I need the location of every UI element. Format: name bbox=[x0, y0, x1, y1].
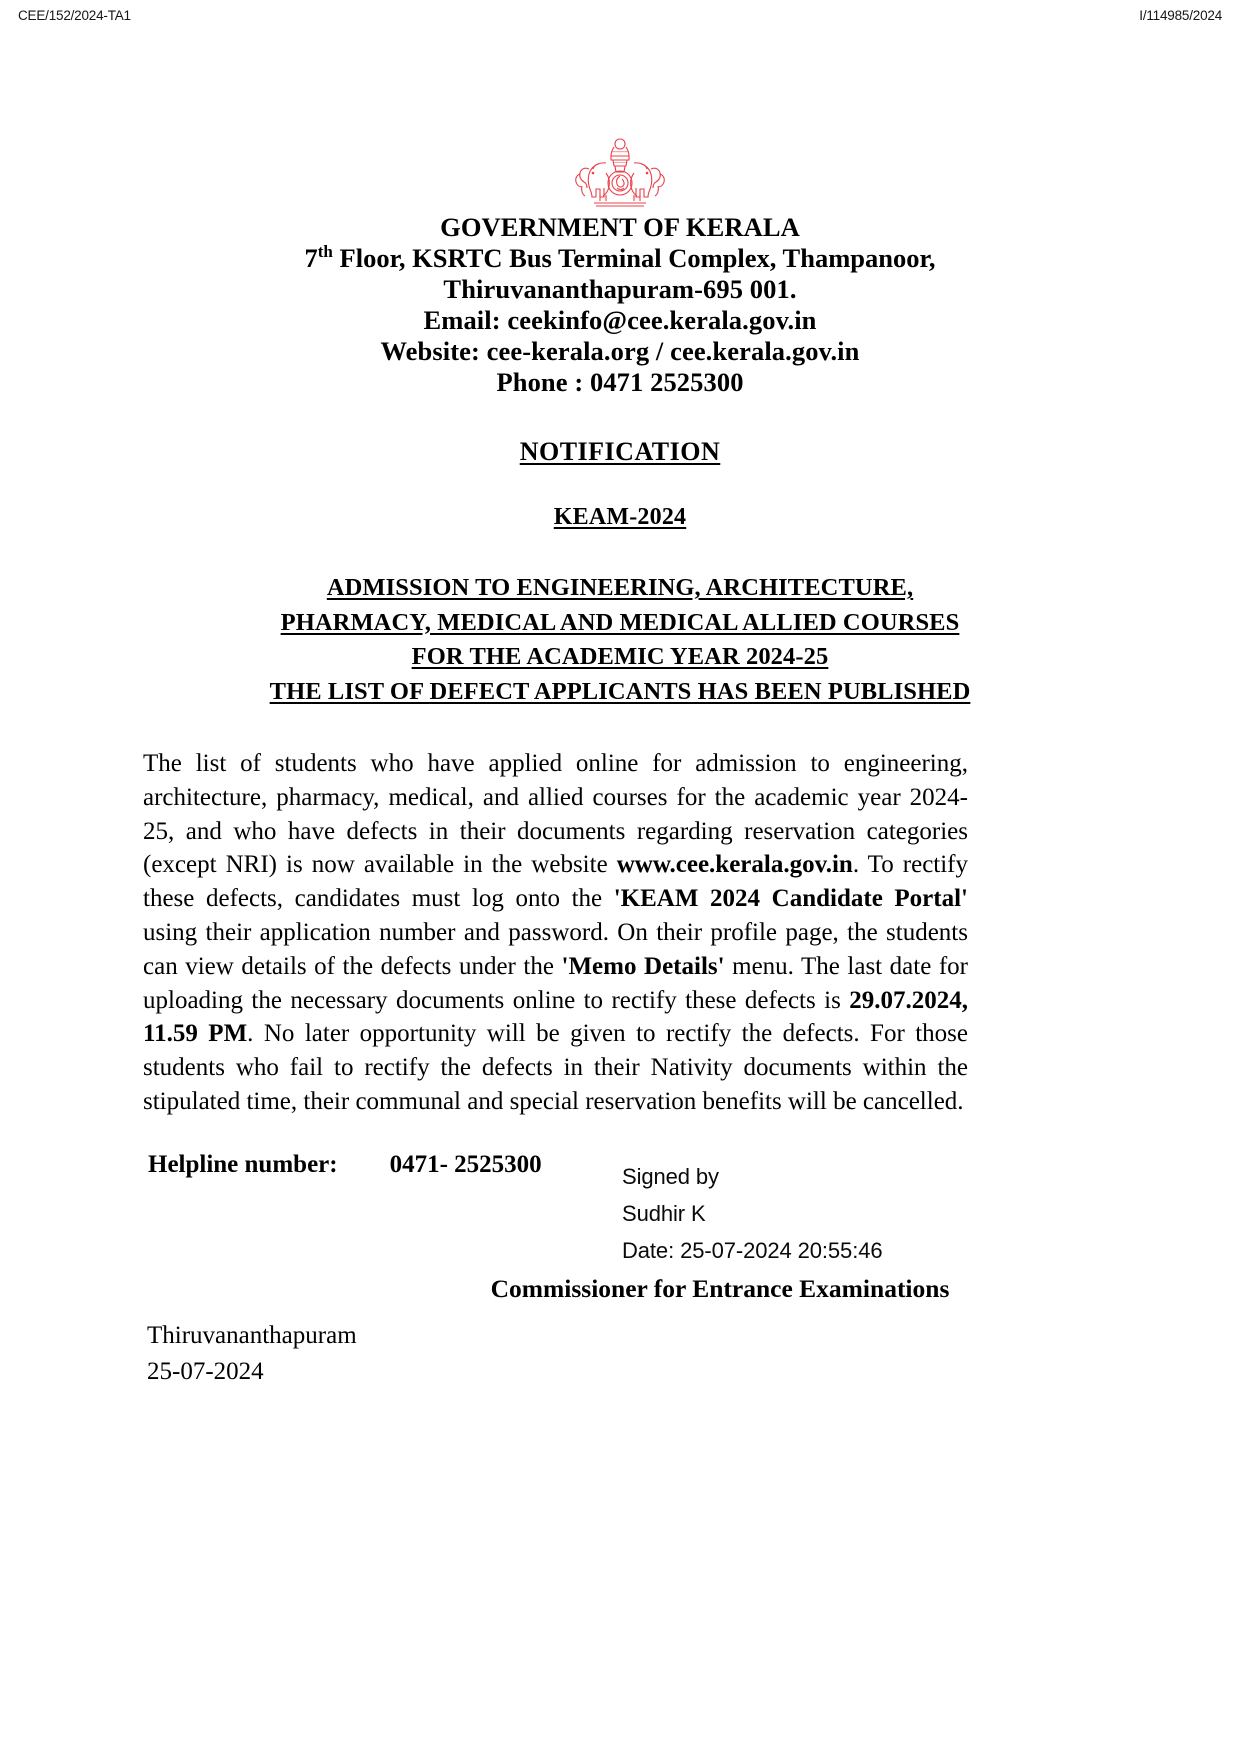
floor-number: 7 bbox=[304, 243, 318, 273]
org-address-line-2: Thiruvananthapuram-695 001. bbox=[443, 274, 797, 304]
notification-heading bbox=[0, 437, 1240, 467]
document-reference: I/114985/2024 bbox=[1139, 8, 1222, 23]
exam-heading bbox=[0, 504, 1240, 531]
body-segment-3: . To rectify these defects, candidates must log onto the bbox=[143, 851, 969, 913]
subject-line-1: ADMISSION TO ENGINEERING, ARCHITECTURE, bbox=[326, 574, 914, 601]
body-segment-1: The list of students who have applied online for admission to engineering, architecture, pharmacy, medical, and allied courses for the academic year 2024-25, and who have defects in their documents regarding reservation categories (except NRI) is now available in the website bbox=[143, 750, 968, 879]
organisation-header bbox=[0, 212, 1240, 398]
floor-ordinal: th bbox=[317, 242, 333, 262]
org-email: Email: ceekinfo@cee.kerala.gov.in bbox=[423, 305, 817, 335]
helpline-label: Helpline number: bbox=[148, 1151, 338, 1178]
subject-line-2: PHARMACY, MEDICAL AND MEDICAL ALLIED COURSES bbox=[280, 608, 960, 636]
org-address-line-1 bbox=[0, 243, 1240, 274]
portal-emphasis: 'KEAM 2024 Candidate Portal' bbox=[613, 885, 968, 913]
page-header bbox=[0, 8, 1240, 34]
digital-signature-block bbox=[622, 1158, 882, 1269]
org-website: Website: cee-kerala.org / cee.kerala.gov.in bbox=[380, 336, 860, 366]
deadline-emphasis: 29.07.2024, 11.59 PM bbox=[143, 986, 968, 1048]
exam-heading-text: KEAM-2024 bbox=[553, 504, 687, 530]
signature-date: Date: 25-07-2024 20:55:46 bbox=[622, 1238, 883, 1263]
subject-line-3: FOR THE ACADEMIC YEAR 2024-25 bbox=[411, 643, 829, 670]
notification-body-paragraph bbox=[143, 747, 968, 1119]
org-title: GOVERNMENT OF KERALA bbox=[440, 212, 800, 242]
kerala-government-emblem-icon bbox=[560, 133, 680, 211]
website-emphasis: www.cee.kerala.gov.in bbox=[616, 851, 853, 879]
helpline-number: 0471- 2525300 bbox=[389, 1151, 542, 1178]
notification-heading-text: NOTIFICATION bbox=[519, 437, 721, 466]
subject-heading bbox=[0, 571, 1240, 709]
address-rest: Floor, KSRTC Bus Terminal Complex, Thampanoor, bbox=[332, 243, 936, 273]
subject-line-4: THE LIST OF DEFECT APPLICANTS HAS BEEN PUBLISHED bbox=[269, 677, 971, 705]
headings-block bbox=[0, 437, 1240, 709]
place-date-block bbox=[147, 1318, 357, 1390]
file-reference: CEE/152/2024-TA1 bbox=[18, 8, 131, 23]
body-segment-9: . No later opportunity will be given to rectify the defects. For those students who fail to rectify the defects in their Nativity documents within the stipulated time, their communal and special reservation benefits will be cancelled. bbox=[143, 1020, 968, 1115]
signatory-designation: Commissioner for Entrance Examinations bbox=[490, 1274, 950, 1303]
emblem-container bbox=[0, 133, 1240, 216]
org-phone: Phone : 0471 2525300 bbox=[496, 367, 744, 397]
signatory-name: Sudhir K bbox=[622, 1201, 706, 1226]
memo-details-emphasis: 'Memo Details' bbox=[561, 952, 725, 980]
body-segment-7: menu. The last date for uploading the necessary documents online to rectify these defects is bbox=[143, 952, 969, 1014]
body-segment-5: using their application number and password. On their profile page, the students can view details of the defects under the bbox=[143, 918, 968, 980]
issue-date: 25-07-2024 bbox=[147, 1358, 264, 1385]
issue-place: Thiruvananthapuram bbox=[147, 1322, 357, 1349]
signed-by-label: Signed by bbox=[622, 1164, 719, 1189]
